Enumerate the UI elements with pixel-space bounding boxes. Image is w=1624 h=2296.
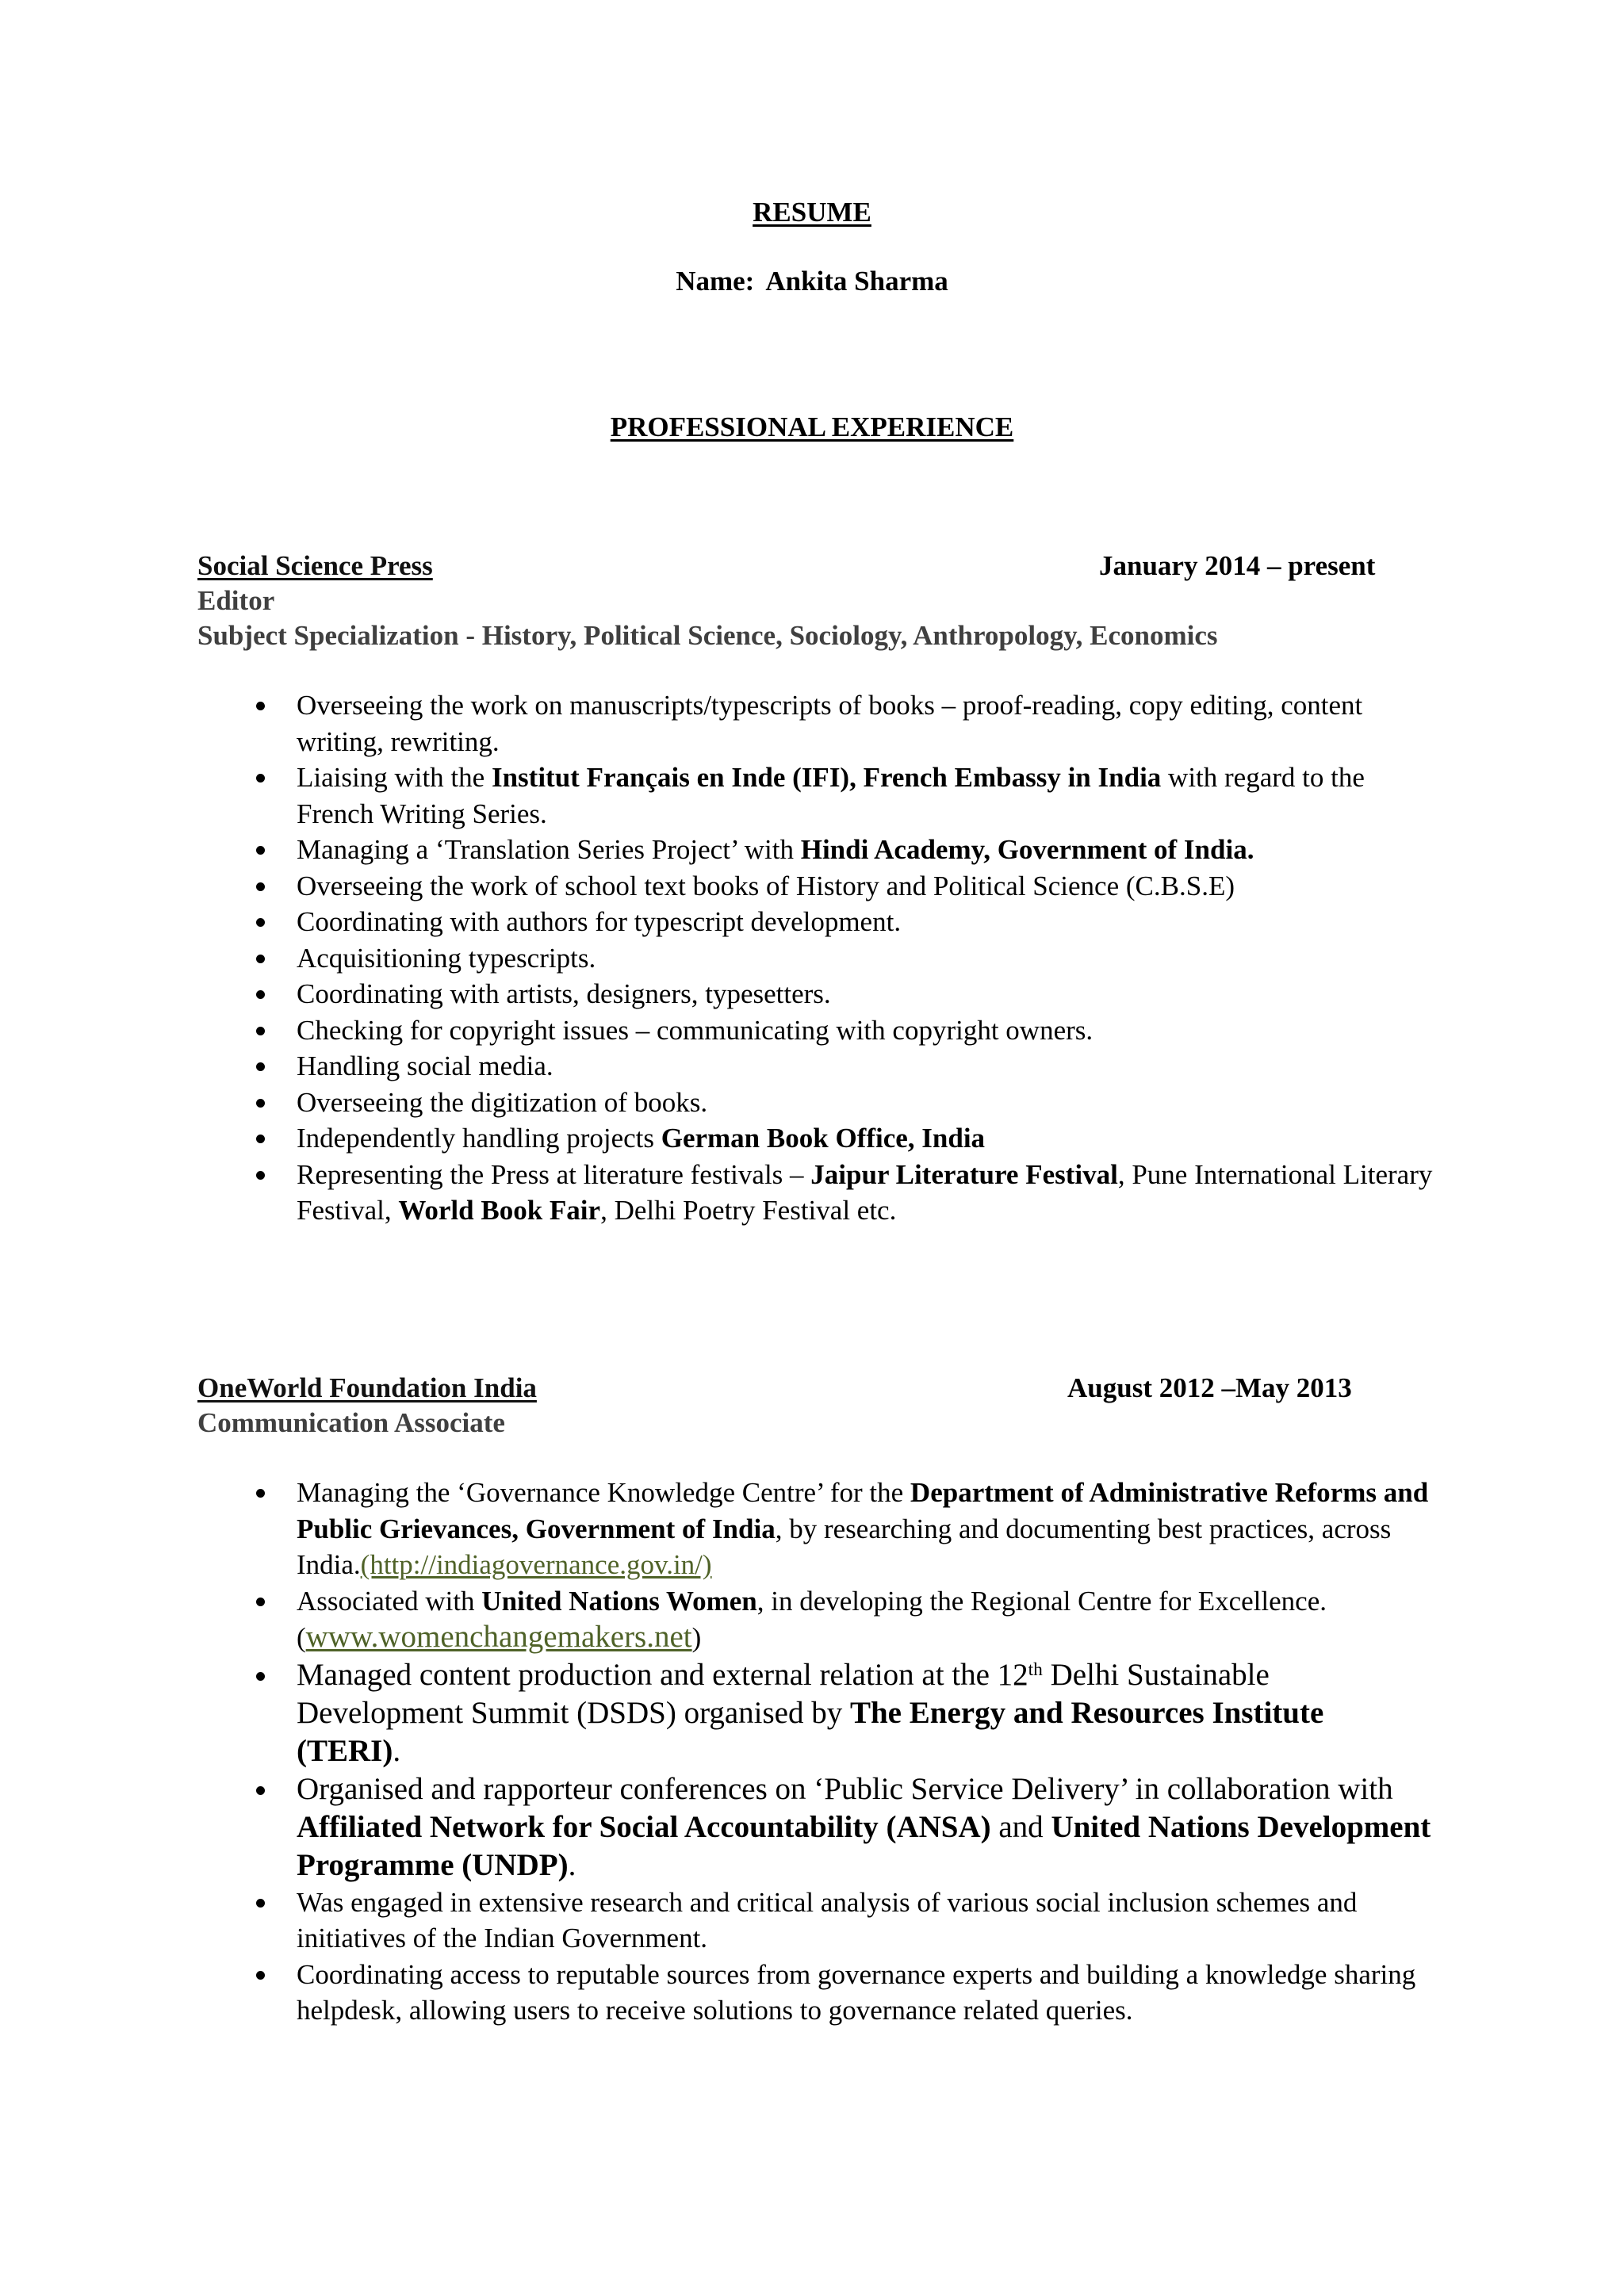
bullet-icon <box>256 1062 265 1071</box>
bullet-icon <box>256 1899 265 1908</box>
list-item: Overseeing the digitization of books. <box>197 1085 1434 1121</box>
bullet-icon <box>256 702 265 710</box>
list-item: Overseeing the work of school text books of History and Political Science (C.B.S.E) <box>197 868 1434 905</box>
section-title: PROFESSIONAL EXPERIENCE <box>610 411 1014 442</box>
list-item: Representing the Press at literature festivals – Jaipur Literature Festival, Pune International Literary Festival, World Book Fair, Delhi Poetry Festival etc. <box>197 1157 1434 1229</box>
resume-title: RESUME <box>753 197 871 228</box>
list-item: Liaising with the Institut Français en Inde (IFI), French Embassy in India with regard to the French Writing Series. <box>197 760 1434 832</box>
list-item: Coordinating with authors for typescript development. <box>197 904 1434 940</box>
list-item: Independently handling projects German Book Office, India <box>197 1120 1434 1157</box>
job-1-subject: Subject Specialization - History, Political Science, Sociology, Anthropology, Economics <box>197 620 1218 651</box>
list-item: Coordinating with artists, designers, typesetters. <box>197 976 1434 1012</box>
bullet-icon <box>256 990 265 999</box>
list-item: Checking for copyright issues – communicating with copyright owners. <box>197 1012 1434 1049</box>
indiagovernance-link[interactable]: (http://indiagovernance.gov.in/) <box>360 1549 712 1580</box>
job-2-bullets <box>197 1475 1434 2029</box>
bullet-icon <box>256 774 265 783</box>
bullet-icon <box>256 1135 265 1143</box>
list-item: Handling social media. <box>197 1048 1434 1085</box>
bullet-icon <box>256 1489 265 1498</box>
womenchangemakers-link[interactable]: www.womenchangemakers.net <box>305 1620 692 1654</box>
bullet-icon <box>256 1171 265 1180</box>
job-2-dates: August 2012 –May 2013 <box>1067 1372 1352 1403</box>
name-value: Ankita Sharma <box>765 266 948 297</box>
bullet-icon <box>256 882 265 891</box>
job-1-bullets <box>197 687 1434 1229</box>
job-2-header <box>197 1371 537 1406</box>
list-item: Managing the ‘Governance Knowledge Centre’ for the Department of Administrative Reforms and Public Grievances, Government of India, by researching and documenting best practices, across India.(http://indiagovernance.gov.in/) <box>197 1475 1434 1583</box>
job-1-role: Editor <box>197 585 275 616</box>
list-item: Coordinating access to reputable sources from governance experts and building a knowledge sharing helpdesk, allowing users to receive solutions to governance related queries. <box>197 1957 1434 2029</box>
list-item: Overseeing the work on manuscripts/typescripts of books – proof-reading, copy editing, content writing, rewriting. <box>197 687 1434 760</box>
list-item: Was engaged in extensive research and critical analysis of various social inclusion schemes and initiatives of the Indian Government. <box>197 1885 1434 1957</box>
bullet-icon <box>256 1027 265 1035</box>
bullet-icon <box>256 846 265 855</box>
job-2-org: OneWorld Foundation India <box>197 1372 537 1403</box>
name-label: Name: <box>676 266 755 297</box>
bullet-icon <box>256 1598 265 1606</box>
bullet-icon <box>256 1971 265 1980</box>
list-item: Managing a ‘Translation Series Project’ with Hindi Academy, Government of India. <box>197 832 1434 868</box>
bullet-icon <box>256 1786 265 1795</box>
job-1-dates: January 2014 – present <box>1099 550 1376 581</box>
job-1-header <box>197 549 433 584</box>
bullet-icon <box>256 1099 265 1108</box>
list-item: Managed content production and external relation at the 12th Delhi Sustainable Development Summit (DSDS) organised by The Energy and Resources Institute (TERI). <box>197 1656 1434 1770</box>
list-item: Organised and rapporteur conferences on ‘Public Service Delivery’ in collaboration with Affiliated Network for Social Accountability (ANSA) and United Nations Development Programme (UNDP). <box>197 1770 1434 1885</box>
bullet-icon <box>256 955 265 963</box>
name-line <box>0 265 1624 298</box>
job-1-org: Social Science Press <box>197 550 433 581</box>
list-item: Acquisitioning typescripts. <box>197 940 1434 977</box>
job-2-role: Communication Associate <box>197 1407 505 1438</box>
bullet-icon <box>256 1672 265 1681</box>
list-item: Associated with United Nations Women, in developing the Regional Centre for Excellence. (www.womenchangemakers.net) <box>197 1583 1434 1656</box>
bullet-icon <box>256 918 265 927</box>
